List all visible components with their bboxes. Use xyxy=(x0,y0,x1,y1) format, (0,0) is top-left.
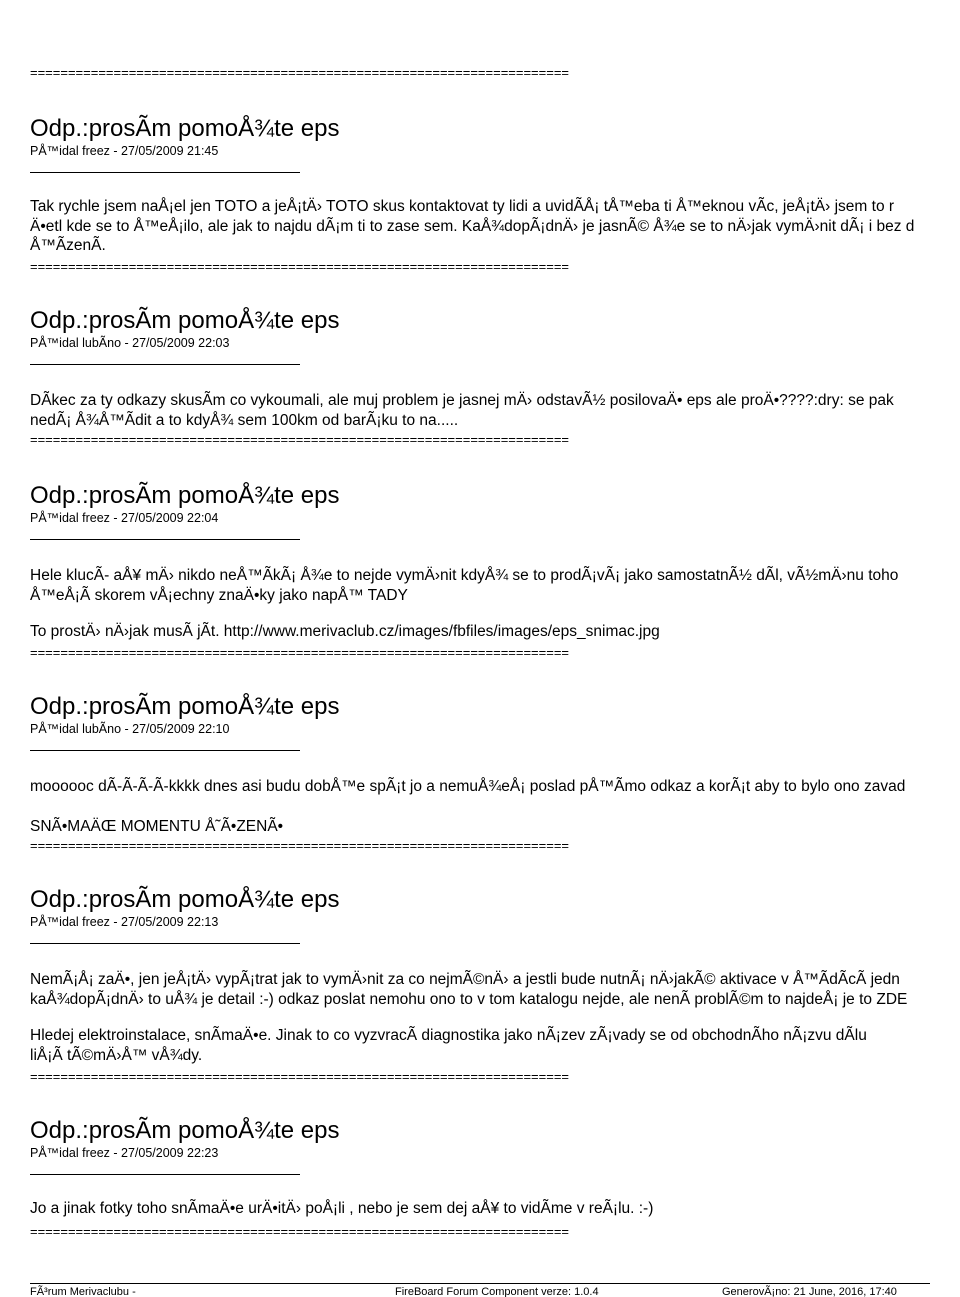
divider xyxy=(30,750,300,751)
post-meta: PÅ™idal freez - 27/05/2009 21:45 xyxy=(30,144,219,158)
post-meta: PÅ™idal freez - 27/05/2009 22:04 xyxy=(30,511,219,525)
page-footer xyxy=(30,1283,930,1297)
post-line: Å™eÅ¡Ã skorem vÅ¡echny znaÄ•ky jako napÅ™ TADY xyxy=(30,586,408,604)
post-line: Hele klucÃ- aÅ¥ mÄ› nikdo neÅ™ÃkÃ¡ Å¾e to nejde vymÄ›nit kdyÅ¾ se to prodÃ¡vÃ¡ jako samostatnÃ½ dÃl, vÃ½mÄ›nu toho xyxy=(30,567,899,584)
post-line: moooooc dÃ-Ã-Ã-Ã-kkkk dnes asi budu dobÅ™e spÃ¡t jo a nemuÅ¾eÅ¡ poslad pÅ™Ãmo odkaz a korÃ¡t aby to bylo ono zavad xyxy=(30,778,906,795)
post-line: nedÃ¡ Å¾Å™Ãdit a to kdyÅ¾ sem 100km od barÃ¡ku to na..... xyxy=(30,411,459,429)
post-line: NemÃ¡Å¡ zaÄ•, jen jeÅ¡tÄ› vypÃ¡trat jak to vymÄ›nit za co nejmÃ©nÄ› a jestli bude nutnÃ¡ nÄ›jakÃ© aktivace v Å™ÃdÃcÃ jedn xyxy=(30,971,900,988)
footer-site-name: FÃ³rum Merivaclubu - xyxy=(30,1286,136,1297)
post-title: Odp.:prosÃm pomoÅ¾te eps xyxy=(30,307,340,334)
post-line: Å™ÃzenÃ. xyxy=(30,237,106,254)
post-line: Hledej elektroinstalace, snÃmaÄ•e. Jinak to co vyzvracÃ diagnostika jako nÃ¡zev zÃ¡vady se od obchodnÃho nÃ¡zvu dÃlu xyxy=(30,1027,867,1044)
forum-post xyxy=(30,886,960,1065)
post-title: Odp.:prosÃm pomoÅ¾te eps xyxy=(30,1117,340,1144)
forum-post xyxy=(30,1117,960,1219)
divider xyxy=(30,172,300,173)
forum-post xyxy=(30,115,960,256)
forum-post xyxy=(30,693,960,836)
separator-line: ======================================================================= xyxy=(30,1070,570,1084)
post-body xyxy=(30,566,960,642)
post-title: Odp.:prosÃm pomoÅ¾te eps xyxy=(30,482,340,509)
divider xyxy=(30,943,300,944)
post-line: kaÅ¾dopÃ¡dnÄ› to uÅ¾ je detail :-) odkaz poslat nemohu ono to v tom katalogu nejde, ale nenÃ problÃ©m to najdeÅ¡ je to ZDE xyxy=(30,990,908,1008)
post-line: liÅ¡Ã tÃ©mÄ›Å™ vÅ¾dy. xyxy=(30,1046,203,1064)
separator-line: ======================================================================= xyxy=(30,646,570,660)
footer-component: FireBoard Forum Component verze: 1.0.4 xyxy=(395,1286,599,1297)
forum-post xyxy=(30,482,960,642)
divider xyxy=(30,1174,300,1175)
post-meta: PÅ™idal freez - 27/05/2009 22:13 xyxy=(30,915,219,929)
footer-generated: GenerovÃ¡no: 21 June, 2016, 17:40 xyxy=(722,1286,897,1297)
post-meta: PÅ™idal lubÃno - 27/05/2009 22:10 xyxy=(30,722,230,736)
post-body xyxy=(30,777,960,836)
post-line: Ä•etl kde se to Å™eÅ¡ilo, ale jak to najdu dÃ¡m ti to zase sem. KaÅ¾dopÃ¡dnÄ› je jasnÃ© Å¾e se to nÄ›jak vymÄ›nit dÃ¡ i bez d xyxy=(30,217,915,235)
separator-line: ======================================================================= xyxy=(30,66,570,80)
divider xyxy=(30,539,300,540)
post-body xyxy=(30,197,960,256)
separator-line: ======================================================================= xyxy=(30,260,570,274)
post-line: To prostÄ› nÄ›jak musÃ jÃt. http://www.merivaclub.cz/images/fbfiles/images/eps_snimac.jpg xyxy=(30,623,660,640)
separator-line: ======================================================================= xyxy=(30,839,570,853)
separator-line: ======================================================================= xyxy=(30,433,570,447)
post-body xyxy=(30,391,960,430)
post-title: Odp.:prosÃm pomoÅ¾te eps xyxy=(30,115,340,142)
post-body xyxy=(30,1199,960,1219)
forum-post xyxy=(30,307,960,430)
post-body xyxy=(30,970,960,1065)
post-line: Tak rychle jsem naÅ¡el jen TOTO a jeÅ¡tÄ› TOTO skus kontaktovat ty lidi a uvidÃÅ¡ tÅ™eba ti Å™eknou vÃc, jeÅ¡tÄ› jsem to r xyxy=(30,198,895,215)
post-line: DÃkec za ty odkazy skusÃm co vykoumali, ale muj problem je jasnej mÄ› odstavÃ½ posilovaÄ• eps ale proÄ•????:dry: se pak xyxy=(30,392,894,409)
post-meta: PÅ™idal lubÃno - 27/05/2009 22:03 xyxy=(30,336,230,350)
post-title: Odp.:prosÃm pomoÅ¾te eps xyxy=(30,693,340,720)
separator-line: ======================================================================= xyxy=(30,1225,570,1239)
post-line: Jo a jinak fotky toho snÃmaÄ•e urÄ•itÄ› poÅ¡li , nebo je sem dej aÅ¥ to vidÃme v reÃ¡lu. :-) xyxy=(30,1200,654,1217)
post-meta: PÅ™idal freez - 27/05/2009 22:23 xyxy=(30,1146,219,1160)
post-title: Odp.:prosÃm pomoÅ¾te eps xyxy=(30,886,340,913)
post-line: SNÃ•MAÄŒ MOMENTU Å˜Ã•ZENÃ• xyxy=(30,817,284,835)
divider xyxy=(30,364,300,365)
